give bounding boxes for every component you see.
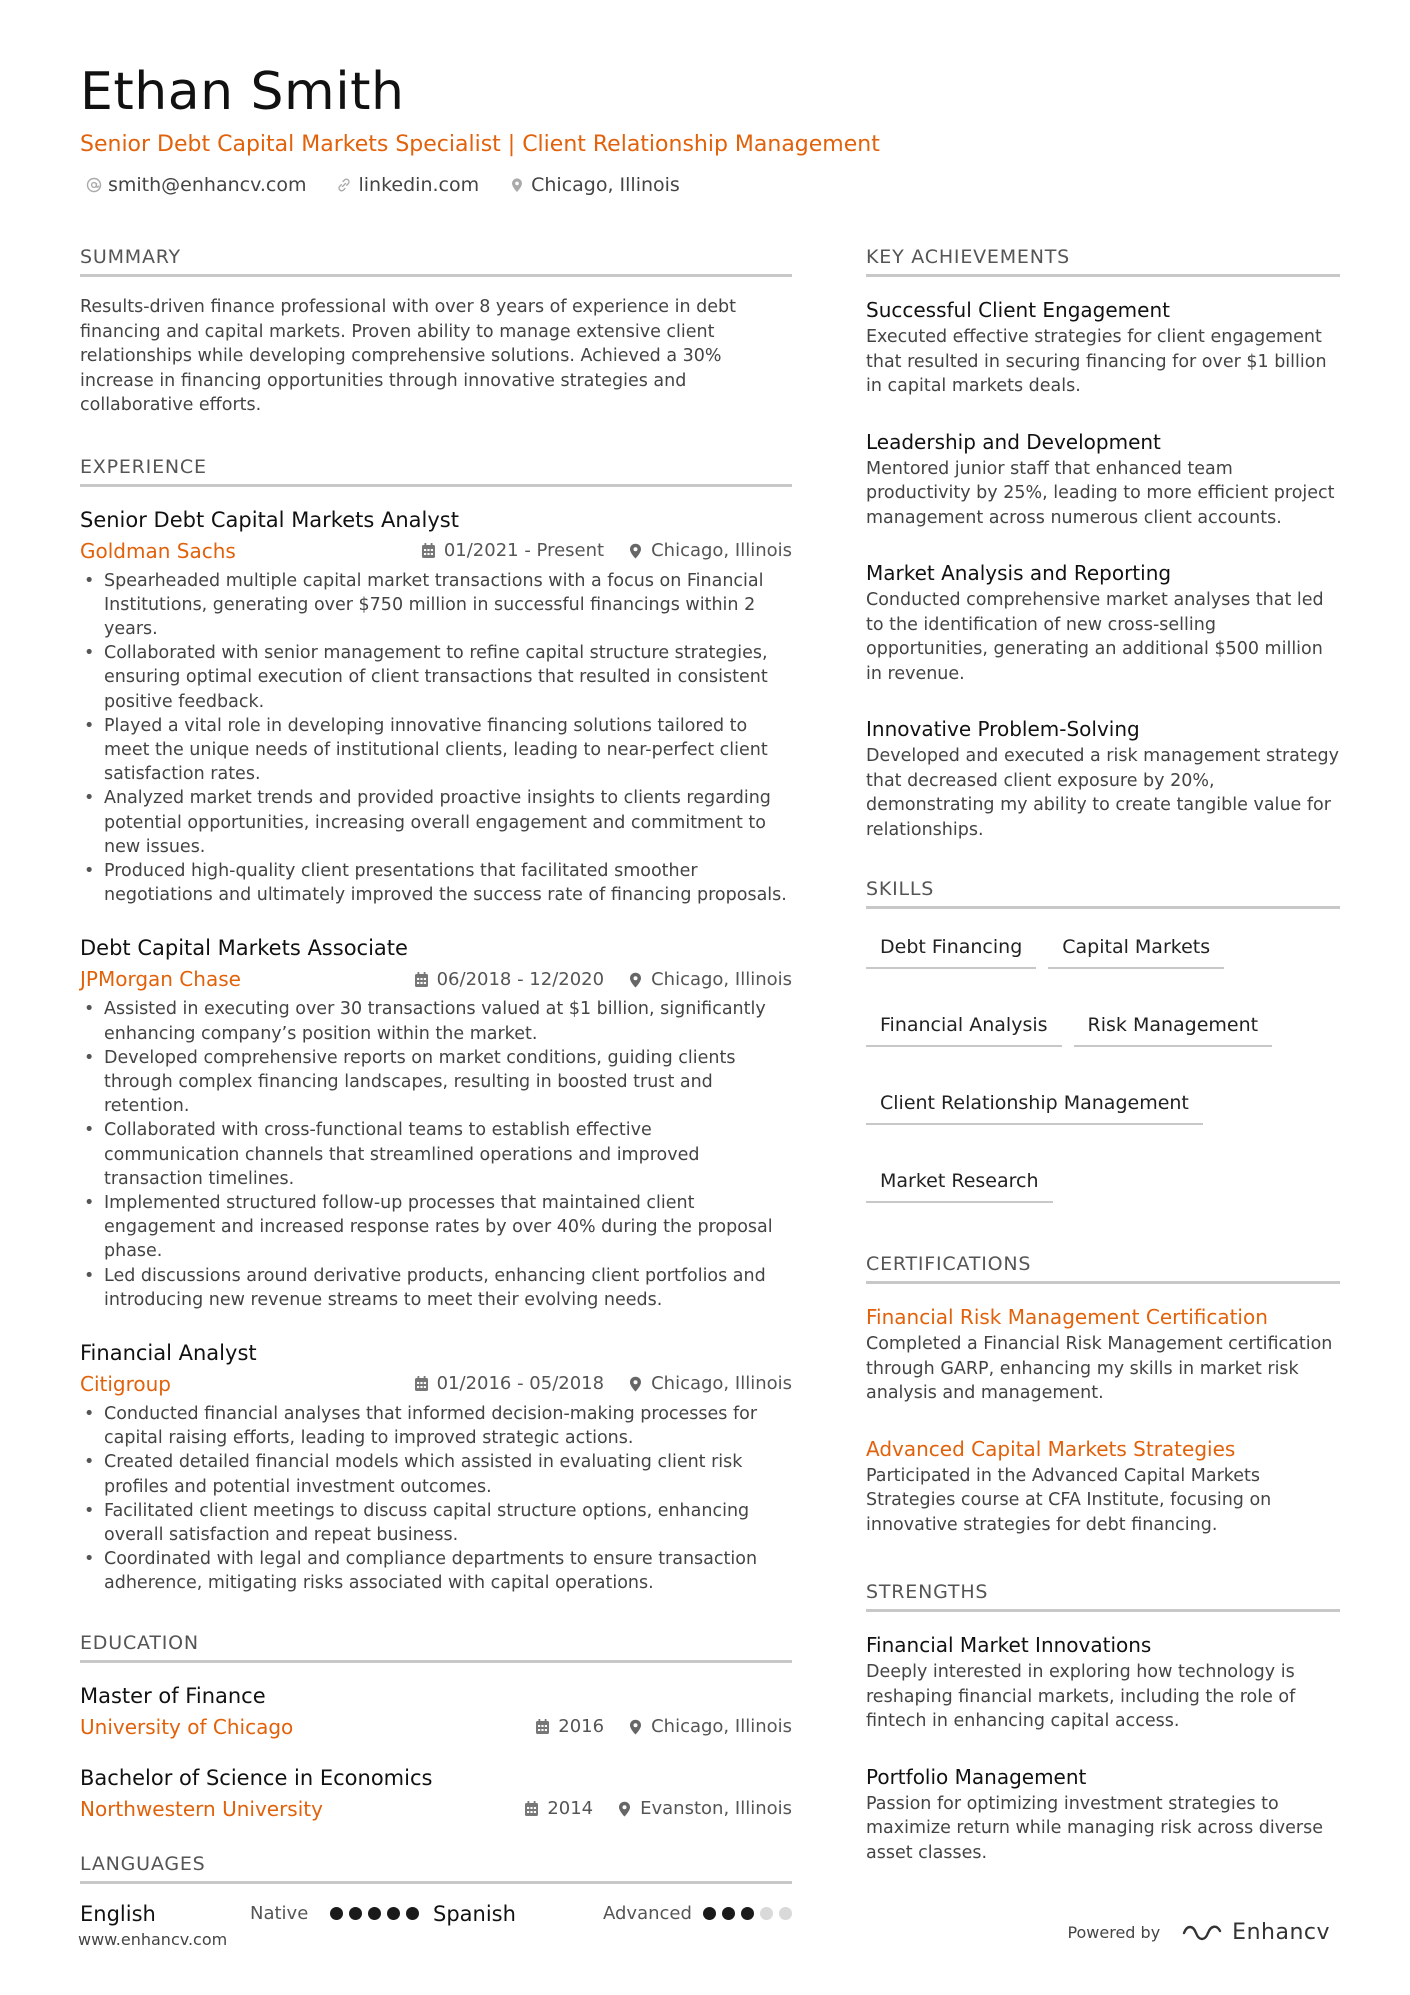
job-bullet: • Produced high-quality client presentations that facilitated smoother negotiations and ultimately improved the success rate of financing proposals.: [80, 859, 792, 907]
education-heading: EDUCATION: [80, 1630, 792, 1663]
contact-row: [80, 174, 1340, 196]
skills-heading: SKILLS: [866, 876, 1340, 909]
job-meta: [80, 965, 792, 993]
location-text: Evanston, Illinois: [640, 1798, 792, 1820]
certification-text: Completed a Financial Risk Management certification through GARP, enhancing my skills in market risk analysis and management.: [866, 1334, 1333, 1403]
achievement-title: Leadership and Development: [866, 429, 1161, 454]
job-bullet: • Created detailed financial models which assisted in evaluating client risk profiles and potential investment outcomes.: [80, 1450, 792, 1498]
location-pin-icon: [628, 1375, 643, 1392]
skill-tag: Risk Management: [1074, 1005, 1273, 1047]
location-text: Chicago, Illinois: [651, 540, 792, 561]
job-bullet: • Conducted financial analyses that informed decision-making processes for capital raising efforts, leading to improved strategic actions.: [80, 1402, 792, 1450]
calendar-icon: [524, 1800, 539, 1817]
date-range: [421, 540, 604, 561]
achievements-heading: KEY ACHIEVEMENTS: [866, 244, 1340, 277]
candidate-name: Ethan Smith: [80, 62, 405, 122]
email-text: smith@enhancv.com: [108, 174, 307, 196]
achievement-text: Executed effective strategies for client engagement that resulted in securing financing for over $1 billion in capital markets deals.: [866, 327, 1327, 396]
footer-branding: [1067, 1920, 1330, 1945]
degree-title: Master of Finance: [80, 1683, 266, 1708]
skill-tag: Financial Analysis: [866, 1005, 1062, 1047]
experience-section: [80, 454, 792, 1596]
job-entry: [80, 933, 792, 1312]
certification-list: [866, 1302, 1340, 1537]
job-bullet: • Facilitated client meetings to discuss capital structure options, enhancing overall satisfaction and repeat business.: [80, 1499, 792, 1547]
company-name: JPMorgan Chase: [80, 967, 241, 992]
proficiency-dots: [703, 1907, 792, 1920]
strength-title: Portfolio Management: [866, 1764, 1087, 1789]
job-title: Financial Analyst: [80, 1340, 257, 1365]
proficiency-dot: [330, 1907, 343, 1920]
languages-heading: LANGUAGES: [80, 1851, 792, 1884]
achievement-list: [866, 295, 1340, 842]
proficiency-dot: [406, 1907, 419, 1920]
summary-heading: SUMMARY: [80, 244, 792, 277]
job-bullet: • Implemented structured follow-up processes that maintained client engagement and increased response rates by over 40% during the proposal phase.: [80, 1191, 792, 1264]
job-meta: [80, 1370, 792, 1398]
meta-right: [421, 540, 792, 561]
location: [617, 1798, 792, 1819]
strengths-section: [866, 1579, 1340, 1865]
achievement-title: Market Analysis and Reporting: [866, 561, 1172, 585]
education-entry: [80, 1681, 792, 1741]
proficiency-dots: [330, 1907, 419, 1920]
location: [628, 969, 792, 990]
degree-title: Bachelor of Science in Economics: [80, 1765, 433, 1790]
proficiency-dot: [722, 1907, 735, 1920]
calendar-icon: [414, 1375, 429, 1392]
languages-section: [80, 1851, 792, 1926]
achievement-title: Successful Client Engagement: [866, 298, 1170, 322]
location-pin-icon: [628, 971, 643, 988]
powered-by-label: Powered by: [1067, 1923, 1161, 1942]
enhancv-logo-icon: [1180, 1921, 1224, 1945]
job-bullet: • Developed comprehensive reports on market conditions, guiding clients through complex financing landscapes, resulting in boosted trust and retention.: [80, 1046, 792, 1119]
summary-text: Results-driven finance professional with over 8 years of experience in debt financing and capital markets. Proven ability to manage extensive client relationships while developing comprehensive solutions. Achieved a 30% increase in financing opportunities through innovative strategies and collaborative efforts.: [80, 297, 736, 415]
location-pin-icon: [628, 542, 643, 559]
location: [628, 1373, 792, 1394]
certification: [866, 1302, 1340, 1406]
achievement: [866, 714, 1340, 842]
calendar-icon: [414, 971, 429, 988]
skill-tag: Capital Markets: [1048, 927, 1224, 969]
job-bullet: • Played a vital role in developing innovative financing solutions tailored to meet the unique needs of institutional clients, leading to near-perfect client satisfaction rates.: [80, 714, 792, 787]
right-column: [866, 244, 1340, 1893]
job-bullet: • Collaborated with cross-functional teams to establish effective communication channels that streamlined operations and improved transaction timelines.: [80, 1118, 792, 1191]
achievement: [866, 558, 1340, 686]
contact-email[interactable]: [80, 174, 306, 196]
meta-right: [535, 1716, 792, 1737]
proficiency-dot: [760, 1907, 773, 1920]
calendar-icon: [421, 542, 436, 559]
proficiency-dot: [387, 1907, 400, 1920]
proficiency-dot: [349, 1907, 362, 1920]
skill-tag: Market Research: [866, 1161, 1053, 1203]
certification: [866, 1434, 1340, 1538]
school-name: University of Chicago: [80, 1714, 294, 1739]
skill-tag: Client Relationship Management: [866, 1083, 1203, 1125]
education-list: [80, 1681, 792, 1823]
language-level: Advanced: [603, 1903, 692, 1925]
candidate-subtitle: Senior Debt Capital Markets Specialist | Client Relationship Management: [80, 132, 880, 157]
meta-right: [414, 969, 792, 990]
location-text: Chicago, Illinois: [531, 174, 680, 196]
at-icon: [86, 177, 102, 193]
job-meta: [80, 537, 792, 565]
education-entry: [80, 1763, 792, 1823]
job-title: Debt Capital Markets Associate: [80, 936, 408, 961]
location-pin-icon: [617, 1800, 632, 1817]
job-bullets: [80, 569, 792, 908]
certification-text: Participated in the Advanced Capital Markets Strategies course at CFA Institute, focusing on innovative strategies for debt financing.: [866, 1465, 1272, 1535]
job-bullet: • Collaborated with senior management to refine capital structure strategies, ensuring optimal execution of client transactions that resulted in consistent positive feedback.: [80, 641, 792, 714]
location: [628, 1716, 792, 1737]
education-meta: [80, 1713, 792, 1741]
certifications-section: [866, 1251, 1340, 1537]
school-name: Northwestern University: [80, 1796, 323, 1821]
location-text: Chicago, Illinois: [651, 968, 792, 990]
strength-text: Deeply interested in exploring how technology is reshaping financial markets, including the role of fintech in enhancing capital access.: [866, 1662, 1296, 1731]
proficiency-dot: [741, 1907, 754, 1920]
certification-title: Financial Risk Management Certification: [866, 1305, 1268, 1329]
proficiency-dot: [368, 1907, 381, 1920]
contact-location: [503, 174, 680, 196]
date-range: [414, 969, 605, 990]
achievement: [866, 427, 1340, 531]
location-pin-icon: [509, 177, 525, 193]
brand-name: Enhancv: [1232, 1920, 1330, 1945]
language-entry: [80, 1902, 433, 1926]
linkedin-text: linkedin.com: [358, 174, 480, 196]
brand-logo[interactable]: [1180, 1920, 1330, 1945]
location-text: Chicago, Illinois: [651, 1716, 792, 1738]
proficiency-dot: [703, 1907, 716, 1920]
job-list: [80, 505, 792, 1596]
company-name: Citigroup: [80, 1371, 172, 1396]
language-level: Native: [250, 1903, 309, 1925]
date-text: 2016: [558, 1716, 605, 1738]
job-bullet: • Led discussions around derivative products, enhancing client portfolios and introducing new revenue streams to meet their evolving needs.: [80, 1264, 792, 1312]
strengths-heading: STRENGTHS: [866, 1579, 1340, 1612]
achievement-text: Conducted comprehensive market analyses that led to the identification of new cross-selling opportunities, generating an additional $500 million in revenue.: [866, 590, 1324, 684]
education-meta: [80, 1795, 792, 1823]
meta-right: [524, 1798, 792, 1819]
strength: [866, 1762, 1340, 1866]
location: [628, 540, 792, 561]
date-text: 2014: [547, 1798, 594, 1820]
achievements-section: [866, 244, 1340, 842]
experience-heading: EXPERIENCE: [80, 454, 792, 487]
job-entry: [80, 505, 792, 908]
strength: [866, 1630, 1340, 1734]
achievement: [866, 295, 1340, 399]
location-pin-icon: [628, 1718, 643, 1735]
job-bullet: • Analyzed market trends and provided proactive insights to clients regarding potential opportunities, increasing overall engagement and commitment to new issues.: [80, 786, 792, 859]
language-name: English: [80, 1901, 156, 1926]
job-bullets: [80, 1402, 792, 1596]
calendar-icon: [535, 1718, 550, 1735]
achievement-text: Developed and executed a risk management strategy that decreased client exposure by 20%, demonstrating my ability to create tangible value for relationships.: [866, 746, 1339, 840]
left-column: [80, 244, 792, 1954]
job-bullet: • Spearheaded multiple capital market transactions with a focus on Financial Institutions, generating over $750 million in successful financings within 2 years.: [80, 569, 792, 642]
proficiency-dot: [779, 1907, 792, 1920]
job-title: Senior Debt Capital Markets Analyst: [80, 507, 459, 532]
language-name: Spanish: [433, 1901, 516, 1926]
date-text: 06/2018 - 12/2020: [436, 968, 605, 990]
certifications-heading: CERTIFICATIONS: [866, 1251, 1340, 1284]
date-text: 01/2016 - 05/2018: [436, 1373, 605, 1395]
job-bullets: [80, 997, 792, 1312]
footer-website[interactable]: www.enhancv.com: [78, 1930, 228, 1949]
date-range: [414, 1373, 605, 1394]
job-entry: [80, 1338, 792, 1596]
date-range: [524, 1798, 593, 1819]
skills-section: [866, 876, 1340, 1203]
company-name: Goldman Sachs: [80, 538, 236, 563]
skill-list: [866, 927, 1340, 1203]
strength-list: [866, 1630, 1340, 1865]
job-bullet: • Coordinated with legal and compliance departments to ensure transaction adherence, mitigating risks associated with capital operations.: [80, 1547, 792, 1595]
education-section: [80, 1630, 792, 1823]
location-text: Chicago, Illinois: [651, 1373, 792, 1395]
job-bullet: • Assisted in executing over 30 transactions valued at $1 billion, significantly enhancing company’s position within the market.: [80, 997, 792, 1045]
skill-tag: Debt Financing: [866, 927, 1036, 969]
summary-section: [80, 244, 792, 418]
contact-linkedin[interactable]: [330, 174, 479, 196]
link-icon: [336, 177, 352, 193]
meta-right: [414, 1373, 792, 1394]
certification-title: Advanced Capital Markets Strategies: [866, 1436, 1236, 1461]
date-text: 01/2021 - Present: [443, 540, 605, 561]
date-range: [535, 1716, 604, 1737]
achievement-title: Innovative Problem-Solving: [866, 717, 1140, 741]
strength-text: Passion for optimizing investment strategies to maximize return while managing risk across diverse asset classes.: [866, 1793, 1323, 1863]
language-list: [80, 1902, 792, 1926]
achievement-text: Mentored junior staff that enhanced team productivity by 25%, leading to more efficient project management across numerous client accounts.: [866, 458, 1335, 528]
resume-header: [80, 58, 1340, 196]
language-entry: [433, 1902, 792, 1926]
strength-title: Financial Market Innovations: [866, 1633, 1152, 1657]
